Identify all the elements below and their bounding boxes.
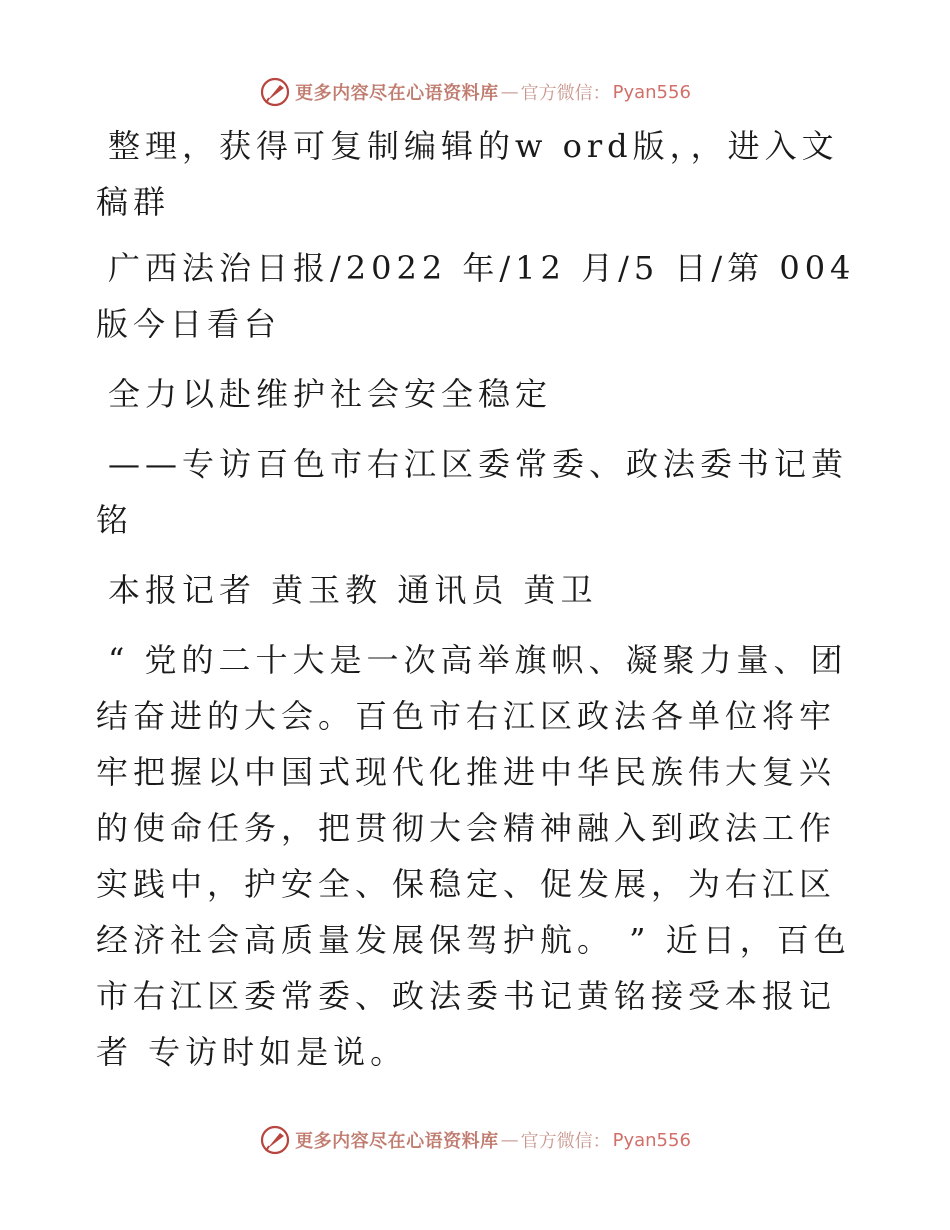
watermark-wechat-id: Pyan556 bbox=[612, 81, 691, 103]
intro-paragraph: 整理，获得可复制编辑的w ord版，，进入文稿群 bbox=[96, 127, 839, 221]
watermark-wechat-id: Pyan556 bbox=[612, 1129, 691, 1151]
source-line: 广西法治日报/2022 年/12 月/5 日/第 004 版今日看台 bbox=[96, 249, 856, 343]
header-watermark bbox=[0, 72, 950, 112]
watermark-dash: — bbox=[500, 1129, 519, 1151]
pen-feather-logo-icon bbox=[259, 1124, 291, 1156]
footer-watermark bbox=[0, 1120, 950, 1160]
watermark-label: 官方微信： bbox=[520, 83, 611, 104]
watermark-text: 更多内容尽在心语资料库 bbox=[295, 1131, 499, 1152]
body-paragraph: “ 党的二十大是一次高举旗帜、凝聚力量、团结奋进的大会。百色市右江区政法各单位将牢牢把握以中国式现代化推进中华民族伟大复兴的使命任务，把贯彻大会精神融入到政法工作实践中，护安全、保稳定、促发展，为右江区经济社会高质量发展保驾护航。 ” 近日，百色市右江区委常委、政法委书记黄铭接受本报记者 专访时如是说。 bbox=[96, 641, 851, 1071]
pen-feather-logo-icon bbox=[259, 76, 291, 108]
watermark-text: 更多内容尽在心语资料库 bbox=[295, 83, 499, 104]
article-title: 全力以赴维护社会安全稳定 bbox=[108, 375, 553, 413]
watermark-dash: — bbox=[500, 81, 519, 103]
document-body bbox=[96, 118, 856, 1080]
watermark-label: 官方微信： bbox=[520, 1131, 611, 1152]
byline: 本报记者 黄玉教 通讯员 黄卫 bbox=[108, 571, 598, 609]
article-subtitle: ——专访百色市右江区委常委、政法委书记黄铭 bbox=[96, 445, 849, 539]
